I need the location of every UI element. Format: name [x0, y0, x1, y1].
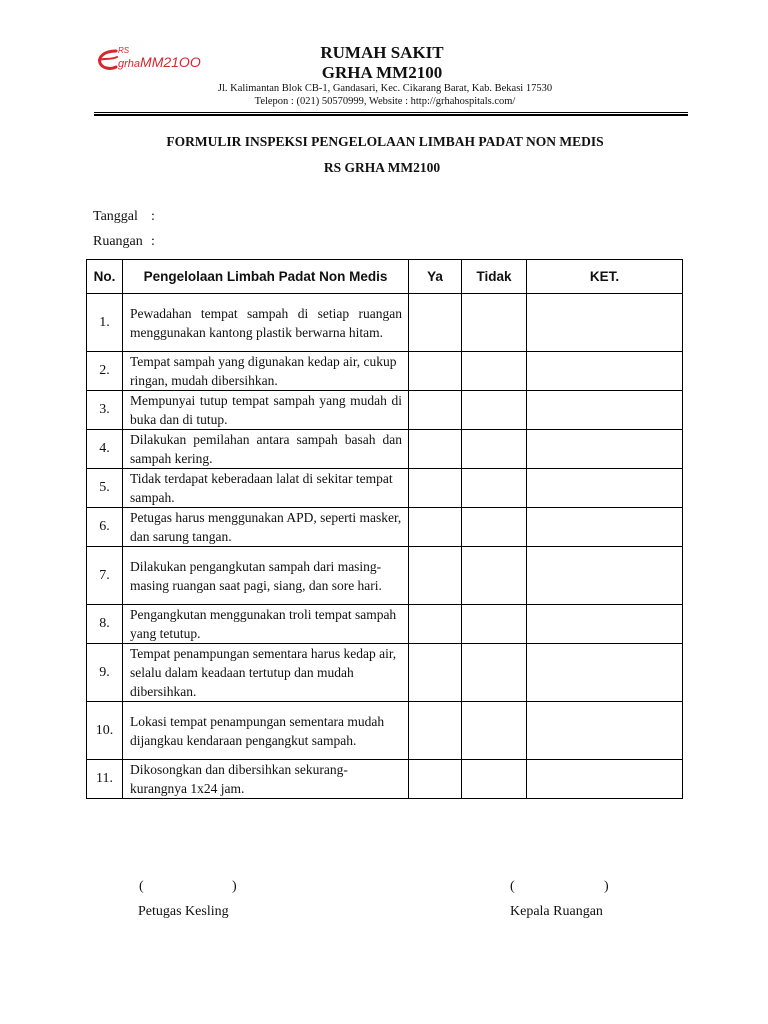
table-row	[87, 702, 683, 760]
notes-cell[interactable]	[527, 644, 683, 702]
hospital-address: Jl. Kalimantan Blok CB-1, Gandasari, Kec. Cikarang Barat, Kab. Bekasi 17530	[217, 83, 553, 94]
row-number: 9.	[87, 644, 123, 702]
no-cell[interactable]	[462, 760, 527, 799]
notes-cell[interactable]	[527, 605, 683, 644]
row-description: Dilakukan pengangkutan sampah dari masing-masing ruangan saat pagi, siang, dan sore hari.	[123, 547, 409, 605]
form-title: FORMULIR INSPEKSI PENGELOLAAN LIMBAH PADAT NON MEDIS	[166, 134, 604, 149]
table-row	[87, 547, 683, 605]
date-field	[93, 209, 155, 225]
logo-brand-main: grha	[118, 58, 141, 70]
date-colon: :	[151, 209, 155, 224]
notes-cell[interactable]	[527, 702, 683, 760]
yes-cell[interactable]	[409, 391, 462, 430]
column-header-yes: Ya	[409, 260, 462, 294]
no-cell[interactable]	[462, 702, 527, 760]
column-header-no: Tidak	[462, 260, 527, 294]
no-cell[interactable]	[462, 547, 527, 605]
right-signature-open-paren: (	[510, 879, 515, 894]
form-subtitle: RS GRHA MM2100	[323, 160, 441, 175]
row-description: Pewadahan tempat sampah di setiap ruangan menggunakan kantong plastik berwarna hitam.	[123, 294, 409, 352]
no-cell[interactable]	[462, 430, 527, 469]
room-colon: :	[151, 234, 155, 249]
no-cell[interactable]	[462, 352, 527, 391]
inspection-table	[86, 259, 683, 799]
hospital-name-line2: GRHA MM2100	[321, 63, 443, 82]
yes-cell[interactable]	[409, 294, 462, 352]
notes-cell[interactable]	[527, 391, 683, 430]
row-description: Lokasi tempat penampungan sementara mudah dijangkau kendaraan pengangkut sampah.	[123, 702, 409, 760]
no-cell[interactable]	[462, 469, 527, 508]
row-number: 1.	[87, 294, 123, 352]
yes-cell[interactable]	[409, 605, 462, 644]
column-header-notes: KET.	[527, 260, 683, 294]
column-header-item: Pengelolaan Limbah Padat Non Medis	[123, 260, 409, 294]
no-cell[interactable]	[462, 644, 527, 702]
hospital-name-line1: RUMAH SAKIT	[320, 43, 444, 62]
notes-cell[interactable]	[527, 430, 683, 469]
table-row	[87, 508, 683, 547]
row-number: 2.	[87, 352, 123, 391]
row-description: Dikosongkan dan dibersihkan sekurang-kurangnya 1x24 jam.	[123, 760, 409, 799]
no-cell[interactable]	[462, 605, 527, 644]
notes-cell[interactable]	[527, 294, 683, 352]
table-row	[87, 391, 683, 430]
yes-cell[interactable]	[409, 508, 462, 547]
table-row	[87, 352, 683, 391]
row-description: Tempat penampungan sementara harus kedap air, selalu dalam keadaan tertutup dan mudah dibersihkan.	[123, 644, 409, 702]
no-cell[interactable]	[462, 294, 527, 352]
row-description: Tidak terdapat keberadaan lalat di sekitar tempat sampah.	[123, 469, 409, 508]
row-number: 4.	[87, 430, 123, 469]
right-signature-label: Kepala Ruangan	[510, 904, 603, 919]
row-number: 11.	[87, 760, 123, 799]
table-row	[87, 760, 683, 799]
yes-cell[interactable]	[409, 430, 462, 469]
notes-cell[interactable]	[527, 760, 683, 799]
table-header-row	[87, 260, 683, 294]
notes-cell[interactable]	[527, 508, 683, 547]
header-divider-thick	[94, 114, 688, 116]
left-signature-open-paren: (	[139, 879, 144, 894]
notes-cell[interactable]	[527, 469, 683, 508]
hospital-contact: Telepon : (021) 50570999, Website : http://grhahospitals.com/	[254, 96, 516, 107]
yes-cell[interactable]	[409, 702, 462, 760]
notes-cell[interactable]	[527, 352, 683, 391]
logo-prefix: RS	[118, 46, 130, 55]
yes-cell[interactable]	[409, 469, 462, 508]
row-number: 10.	[87, 702, 123, 760]
row-description: Mempunyai tutup tempat sampah yang mudah di buka dan di tutup.	[123, 391, 409, 430]
column-header-number: No.	[87, 260, 123, 294]
right-signature-close-paren: )	[604, 879, 609, 894]
table-row	[87, 469, 683, 508]
row-description: Dilakukan pemilahan antara sampah basah dan sampah kering.	[123, 430, 409, 469]
left-signature-close-paren: )	[232, 879, 237, 894]
row-number: 8.	[87, 605, 123, 644]
row-number: 6.	[87, 508, 123, 547]
row-description: Tempat sampah yang digunakan kedap air, cukup ringan, mudah dibersihkan.	[123, 352, 409, 391]
row-number: 5.	[87, 469, 123, 508]
table-row	[87, 644, 683, 702]
row-description: Petugas harus menggunakan APD, seperti masker, dan sarung tangan.	[123, 508, 409, 547]
no-cell[interactable]	[462, 391, 527, 430]
table-row	[87, 294, 683, 352]
logo-brand-number: MM21OO	[140, 54, 201, 70]
yes-cell[interactable]	[409, 547, 462, 605]
notes-cell[interactable]	[527, 547, 683, 605]
yes-cell[interactable]	[409, 352, 462, 391]
room-label: Ruangan	[93, 234, 143, 249]
table-row	[87, 605, 683, 644]
header-divider-thin	[94, 112, 688, 113]
row-number: 7.	[87, 547, 123, 605]
row-number: 3.	[87, 391, 123, 430]
no-cell[interactable]	[462, 508, 527, 547]
row-description: Pengangkutan menggunakan troli tempat sampah yang tetutup.	[123, 605, 409, 644]
table-row	[87, 430, 683, 469]
room-field	[93, 234, 155, 250]
yes-cell[interactable]	[409, 760, 462, 799]
left-signature-label: Petugas Kesling	[138, 904, 229, 919]
date-label: Tanggal	[93, 209, 138, 224]
yes-cell[interactable]	[409, 644, 462, 702]
